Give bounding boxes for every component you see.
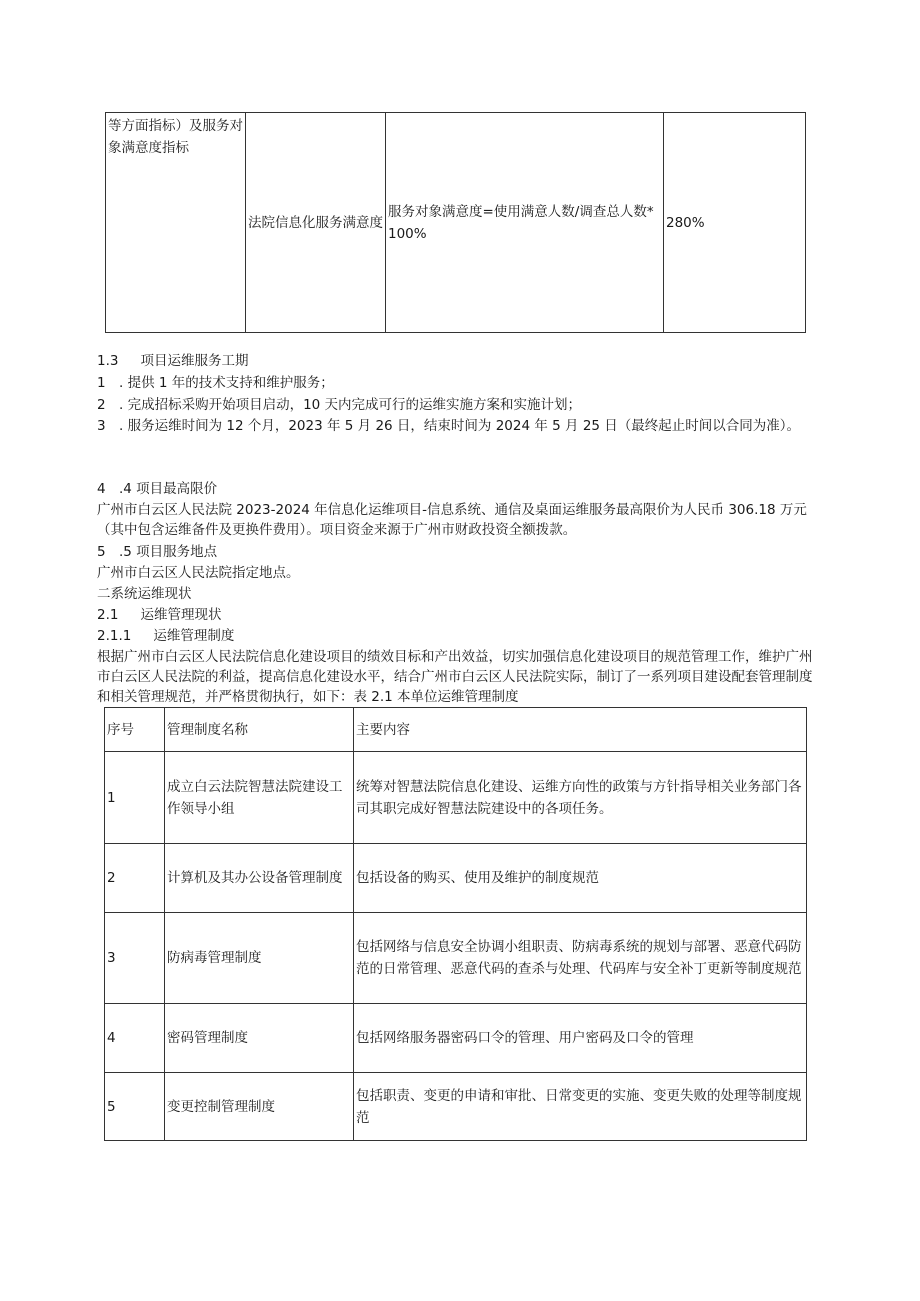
row-no: 2 bbox=[105, 844, 165, 913]
table-row bbox=[105, 844, 807, 913]
section-title: .4 项目最高限价 bbox=[119, 481, 218, 497]
section-2-1-heading bbox=[97, 605, 221, 625]
list-text: . 服务运维时间为 12 个月，2023 年 5 月 26 日，结束时间为 2024 年 5 月 25 日（最终起止时间以合同为准）。 bbox=[119, 418, 801, 434]
section-number: 4 bbox=[97, 481, 106, 497]
indicator-category-cell: 等方面指标）及服务对象满意度指标 bbox=[106, 113, 246, 333]
section-title: .5 项目服务地点 bbox=[119, 544, 218, 560]
indicator-formula-cell: 服务对象满意度=使用满意人数/调查总人数*100% bbox=[386, 113, 664, 333]
section-number: 2.1.1 bbox=[97, 628, 132, 644]
row-name: 成立白云法院智慧法院建设工作领导小组 bbox=[165, 752, 354, 844]
list-item bbox=[97, 395, 581, 415]
section-number: 2.1 bbox=[97, 607, 119, 623]
header-no: 序号 bbox=[105, 708, 165, 752]
indicator-value-cell: 280% bbox=[664, 113, 806, 333]
list-number: 1 bbox=[97, 375, 106, 391]
section-number: 1.3 bbox=[97, 353, 119, 369]
row-content: 统筹对智慧法院信息化建设、运维方向性的政策与方针指导相关业务部门各司其职完成好智慧法院建设中的各项任务。 bbox=[354, 752, 807, 844]
list-item bbox=[97, 373, 334, 393]
row-name: 变更控制管理制度 bbox=[165, 1073, 354, 1141]
section-1-3-heading bbox=[97, 351, 248, 371]
row-no: 3 bbox=[105, 913, 165, 1004]
section-2-1-1-heading bbox=[97, 626, 234, 646]
chapter-2-heading: 二系统运维现状 bbox=[97, 586, 192, 602]
row-content: 包括设备的购买、使用及维护的制度规范 bbox=[354, 844, 807, 913]
indicator-name-cell: 法院信息化服务满意度 bbox=[246, 113, 386, 333]
list-item bbox=[97, 416, 819, 436]
table-header-row bbox=[105, 708, 807, 752]
location-paragraph: 广州市白云区人民法院指定地点。 bbox=[97, 565, 300, 581]
row-name: 密码管理制度 bbox=[165, 1004, 354, 1073]
row-name: 防病毒管理制度 bbox=[165, 913, 354, 1004]
section-number: 5 bbox=[97, 544, 106, 560]
row-no: 1 bbox=[105, 752, 165, 844]
header-content: 主要内容 bbox=[354, 708, 807, 752]
table-row bbox=[105, 1073, 807, 1141]
section-title: 运维管理现状 bbox=[140, 607, 222, 623]
indicator-table bbox=[105, 112, 806, 333]
row-content: 包括网络服务器密码口令的管理、用户密码及口令的管理 bbox=[354, 1004, 807, 1073]
section-title: 项目运维服务工期 bbox=[140, 353, 249, 369]
table-row bbox=[106, 113, 806, 333]
table-row bbox=[105, 1004, 807, 1073]
list-text: . 提供 1 年的技术支持和维护服务； bbox=[119, 375, 334, 391]
price-paragraph: 广州市白云区人民法院 2023-2024 年信息化运维项目-信息系统、通信及桌面运维服务最高限价为人民币 306.18 万元（其中包含运维备件及更换件费用）。项目资金来源于广州市财政投资全额拨款。 bbox=[97, 502, 807, 538]
row-no: 4 bbox=[105, 1004, 165, 1073]
row-content: 包括网络与信息安全协调小组职责、防病毒系统的规划与部署、恶意代码防范的日常管理、恶意代码的查杀与处理、代码库与安全补丁更新等制度规范 bbox=[354, 913, 807, 1004]
row-content: 包括职责、变更的申请和审批、日常变更的实施、变更失败的处理等制度规范 bbox=[354, 1073, 807, 1141]
list-number: 3 bbox=[97, 418, 106, 434]
management-system-table bbox=[104, 707, 807, 1141]
list-text: . 完成招标采购开始项目启动，10 天内完成可行的运维实施方案和实施计划； bbox=[119, 397, 582, 413]
section-1-4-heading bbox=[97, 479, 217, 499]
table-row bbox=[105, 752, 807, 844]
header-name: 管理制度名称 bbox=[165, 708, 354, 752]
row-no: 5 bbox=[105, 1073, 165, 1141]
section-title: 运维管理制度 bbox=[153, 628, 235, 644]
section-1-5-heading bbox=[97, 542, 217, 562]
row-name: 计算机及其办公设备管理制度 bbox=[165, 844, 354, 913]
table-row bbox=[105, 913, 807, 1004]
management-paragraph: 根据广州市白云区人民法院信息化建设项目的绩效目标和产出效益，切实加强信息化建设项目的规范管理工作，维护广州市白云区人民法院的利益，提高信息化建设水平，结合广州市白云区人民法院实际，制订了一系列项目建设配套管理制度和相关管理规范，并严格贯彻执行，如下：表 2.1 本单位运维管理制度 bbox=[97, 649, 813, 705]
list-number: 2 bbox=[97, 397, 106, 413]
